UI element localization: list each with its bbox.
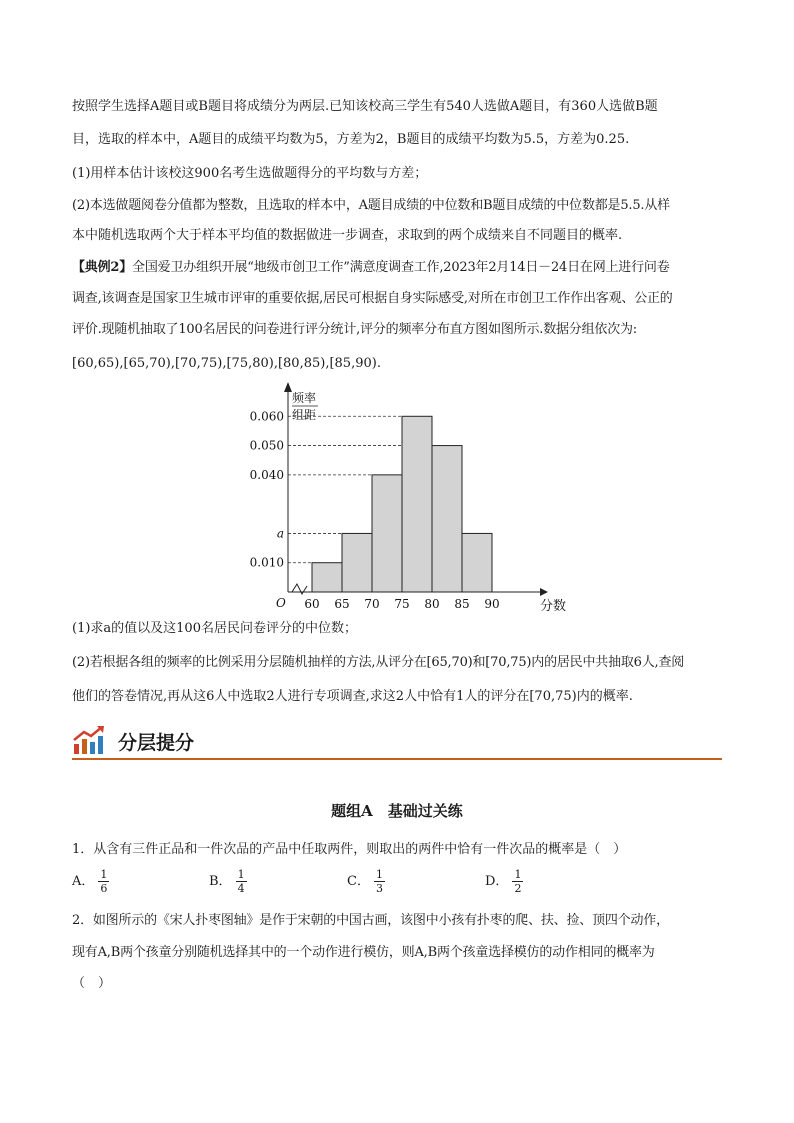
y-axis-arrow [284, 382, 292, 392]
histogram-bar-1 [342, 533, 372, 592]
option-a-numerator: 1 [100, 868, 108, 881]
option-a-fraction [98, 868, 109, 895]
option-d-numerator: 1 [514, 868, 522, 881]
text-line-5: 本中随机选取两个大于样本平均值的数据做进一步调查，求取到的两个成绩来自不同题目的概率. [72, 228, 623, 243]
histogram-bar-0 [312, 563, 342, 592]
x-tick-label-4: 80 [424, 597, 440, 611]
problem-1-text: 1．从含有三件正品和一件次品的产品中任取两件，则取出的两件中恰有一件次品的概率是（ ） [72, 842, 627, 857]
frequency-histogram [240, 382, 567, 614]
x-tick-label-1: 65 [334, 597, 350, 611]
option-d-label: D． [485, 874, 509, 889]
option-a-label: A． [72, 874, 95, 889]
text-line-3: (1)用样本估计该校这900名考生选做题得分的平均数与方差； [72, 166, 428, 181]
y-tick-label-1: a [276, 526, 284, 541]
chart-growth-icon [72, 724, 108, 756]
option-b-denominator: 4 [237, 882, 245, 895]
text-line-6 [72, 259, 732, 277]
y-tick-label-3: 0.050 [249, 438, 284, 453]
example-tag: 【典例2】 [72, 260, 133, 275]
text-line-7: 调查,该调查是国家卫生城市评审的重要依据,居民可根据自身实际感受,对所在市创卫工作作出客观、公正的 [72, 291, 673, 306]
x-axis-label: 分数 [540, 599, 567, 614]
question-2-line-1: (2)若根据各组的频率的比例采用分层随机抽样的方法,从评分在[65,70)和[70,75)内的居民中共抽取6人,查阅 [72, 655, 685, 670]
origin-label: O [276, 596, 286, 610]
text-line-1: 按照学生选择A题目或B题目将成绩分为两层.已知该校高三学生有540人选做A题目，有360人选做B题 [72, 99, 658, 114]
x-tick-label-2: 70 [364, 597, 380, 611]
option-d-denominator: 2 [514, 882, 522, 895]
problem-2-line-3: （ ） [72, 976, 112, 991]
option-d [485, 868, 523, 895]
y-tick-label-0: 0.010 [249, 555, 284, 570]
y-axis-label-top: 频率 [292, 391, 317, 405]
text-line-9: [60,65),[65,70),[70,75),[75,80),[80,85),[85,90). [72, 356, 381, 371]
problem-2-line-1: 2．如图所示的《宋人扑枣图轴》是作于宋朝的中国古画，该图中小孩有扑枣的爬、扶、捡、顶四个动作， [72, 913, 669, 928]
option-c-label: C． [347, 874, 370, 889]
text-line-6-body: 全国爱卫办组织开展“地级市创卫工作”满意度调查工作,2023年2月14日－24日在网上进行问卷 [132, 260, 670, 275]
histogram-bar-5 [462, 533, 492, 592]
option-a-denominator: 6 [100, 882, 108, 895]
section-title: 分层提分 [118, 732, 195, 754]
option-b-numerator: 1 [237, 868, 245, 881]
histogram-bar-2 [372, 475, 402, 592]
problem-2-line-2: 现有A,B两个孩童分别随机选择其中的一个动作进行模仿，则A,B两个孩童选择模仿的动作相同的概率为 [72, 945, 655, 960]
y-tick-label-4: 0.060 [249, 409, 284, 424]
x-tick-label-0: 60 [304, 597, 320, 611]
option-d-fraction [512, 868, 523, 895]
question-1: (1)求a的值以及这100名居民问卷评分的中位数； [72, 621, 357, 636]
x-tick-label-3: 75 [394, 597, 410, 611]
x-tick-label-5: 85 [454, 597, 470, 611]
option-c [347, 868, 385, 895]
y-axis-label-bottom: 组距 [292, 408, 317, 422]
option-a [72, 868, 109, 895]
y-tick-label-2: 0.040 [249, 467, 284, 482]
text-line-2: 目，选取的样本中，A题目的成绩平均数为5，方差为2，B题目的成绩平均数为5.5，方差为0.25. [72, 132, 630, 147]
histogram-bar-3 [402, 416, 432, 592]
option-b-fraction [236, 868, 247, 895]
section-divider [72, 758, 722, 760]
option-c-numerator: 1 [375, 868, 383, 881]
histogram-bar-4 [432, 446, 462, 592]
section-header [72, 722, 722, 760]
option-b [209, 868, 247, 895]
option-b-label: B． [209, 874, 232, 889]
question-2-line-2: 他们的答卷情况,再从这6人中选取2人进行专项调查,求这2人中恰有1人的评分在[70,75)内的概率. [72, 689, 633, 704]
x-tick-label-6: 90 [484, 597, 500, 611]
option-c-fraction [374, 868, 385, 895]
group-title: 题组A 基础过关练 [331, 802, 463, 820]
text-line-8: 评价.现随机抽取了100名居民的问卷进行评分统计,评分的频率分布直方图如图所示.数据分组依次为: [72, 322, 637, 337]
option-c-denominator: 3 [375, 882, 383, 895]
text-line-4: (2)本选做题阅卷分值都为整数，且选取的样本中，A题目成绩的中位数和B题目成绩的中位数都是5.5.从样 [72, 198, 670, 213]
x-axis-arrow [540, 588, 548, 596]
